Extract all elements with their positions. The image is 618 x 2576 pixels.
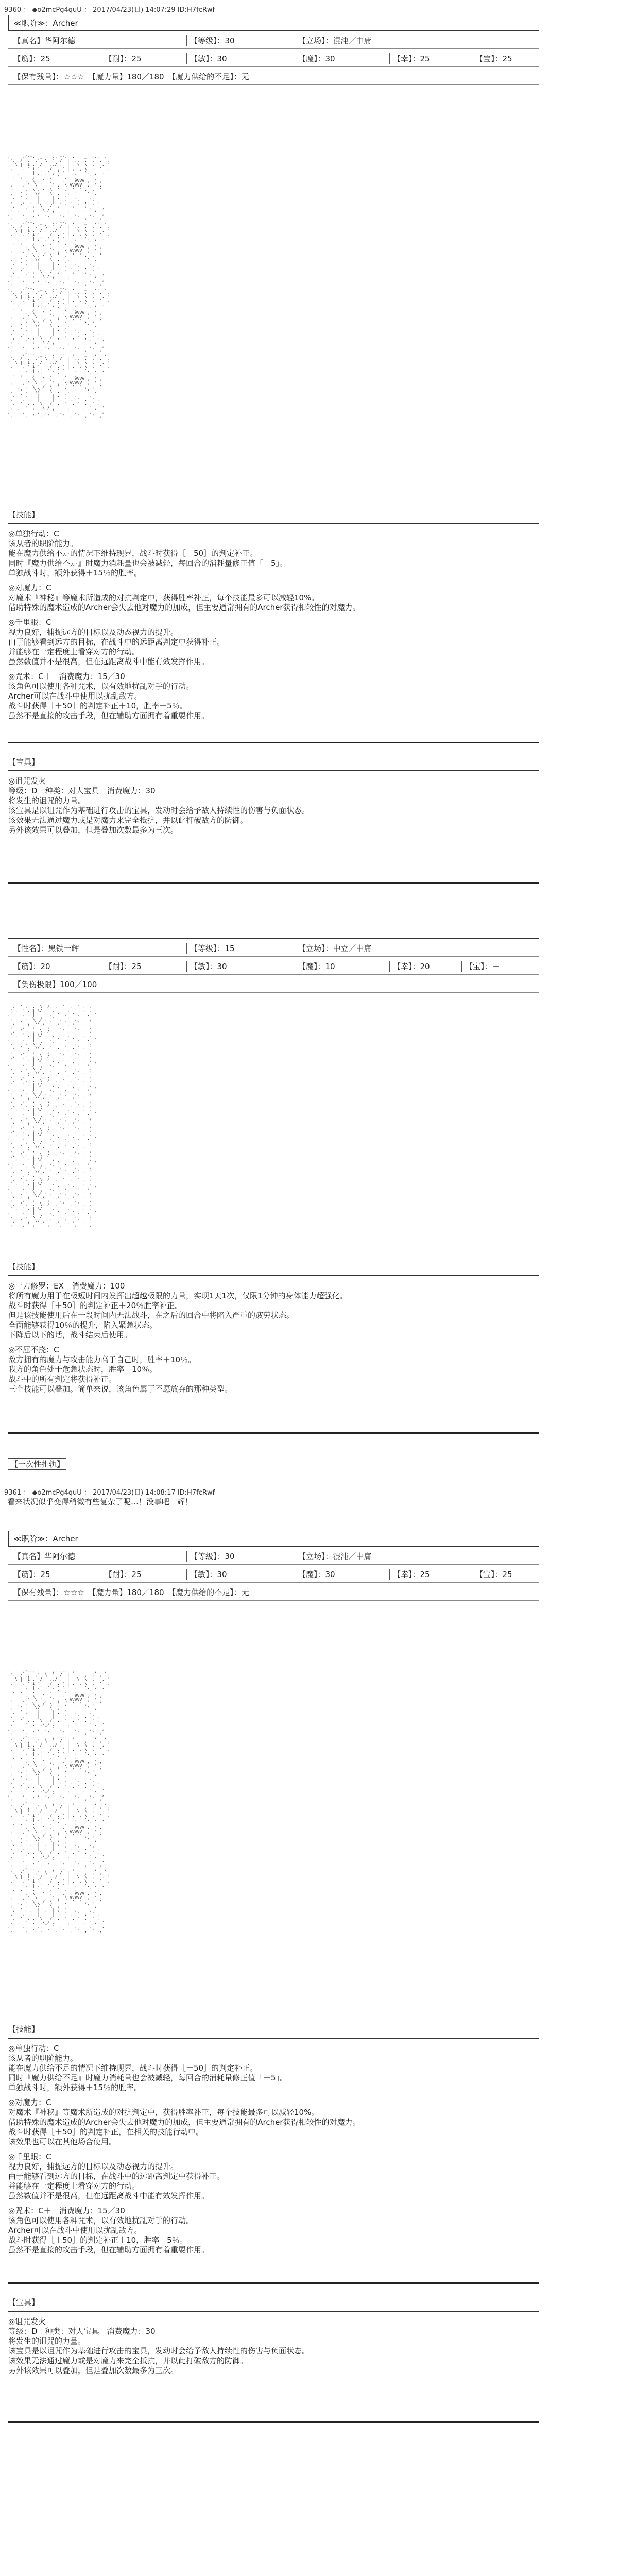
section-divider (8, 1275, 539, 1276)
np-line: 该宝具是以诅咒作为基础进行攻击的宝具，发动时会给予敌人持续性的伤害与负面状态。 (8, 2346, 310, 2355)
skill-line: 同时『魔力供给不足』时魔力消耗量也会被减轻，每回合的消耗量修正值「－5」。 (8, 2073, 288, 2082)
np-line: 另外该效果可以叠加，但是叠加次数最多为三次。 (8, 2366, 179, 2375)
skill-line: 战斗中的所有判定将获得补正。 (8, 1375, 117, 1384)
section-end-line (8, 2421, 539, 2423)
skill-item (8, 2098, 539, 2147)
np-section (8, 757, 539, 835)
true-name: 【真名】华阿尔德 (13, 1552, 76, 1561)
np-title: 【宝具】 (8, 757, 40, 767)
ascii-art-text: , ' . , \ / , ' , ' . , ' ' , ' . | \/ | , ' , ' . , , ' , '| | , ' , ' , ' , ' , ' , \ / , ' , ' , ' , , ' , \/ , ' , ' , ' , ' , ' , ' , ' , ' , ' , ' , (7, 1029, 100, 1054)
alignment: 【立场】：中立／中庸 (295, 943, 372, 954)
skill-line: 我方的角色处于危急状态时，胜率＋10％。 (8, 1365, 158, 1374)
stat-agi: 【敏】：30 (186, 961, 227, 972)
ascii-art-text: . ,r--. _ , ,. --. , _ ,. , . '. / , ,' \ ' / | .. , , , , ' \ | i . / ../ . | \ \ , ' . ' , ' . ' i ' ' / , ' | , , \ . ' , , . | ,' ,' , ' ' '| , '. , . . , |, ' ' , ' , , ' ' , , \ ' , '. , VVVV , ' , , . , ' \ ' , ' , \ VVVVV , ' . , , \ , / \ ' , ' ' , , ' , ' , \/ \ , , ' ' ' , , ' . , | , | , ' , ' , ' , ' , , | , | , ' , ' , ' , , ' . , \ / , ' , ' , ' , , , ' , ,\_/ , ' , ' , ' , ' , ' , ' , , ' , ' , ' , ' , , ' , ' , ' , ' , ' , ' , (7, 1669, 114, 1735)
class-box-edge (8, 1531, 9, 1546)
skill-item (8, 2152, 539, 2201)
ascii-art-text: , ' . , \ / , ' , ' . , ' ' , ' . | \/ | , ' , ' . , , ' , '| | , ' , ' , ' , ' , ' , \ / , ' , ' , ' , , ' , \/ , ' , ' , ' , ' , ' , ' , ' , ' , ' , ' , (7, 1128, 100, 1153)
skill-line: 战斗时获得［＋50］的判定补正＋10，胜率＋5％。 (8, 701, 187, 710)
skill-line: 该效果也可以在其他场合使用。 (8, 2137, 117, 2146)
stat-str: 【筋】：20 (13, 962, 50, 971)
status-row (8, 975, 539, 993)
level: 【等级】：30 (186, 35, 235, 46)
np-line: 将发生的诅咒的力量。 (8, 2336, 86, 2346)
true-name: 【真名】华阿尔德 (13, 36, 76, 45)
class-line: ≪职阶≫：Archer (13, 1534, 78, 1544)
ascii-art-text: , ' . , \ / , ' , ' . , ' ' , ' . | \/ | , ' , ' . , , ' , '| | , ' , ' , ' , ' , ' , \ / , ' , ' , ' , , ' , \/ , ' , ' , ' , ' , ' , ' , ' , ' , ' , ' , (7, 1177, 100, 1202)
ascii-art-text: , ' . , \ / , ' , ' . , ' ' , ' . | \/ | , ' , ' . , , ' , '| | , ' , ' , ' , ' , ' , \ / , ' , ' , ' , , ' , \/ , ' , ' , ' , ' , ' , ' , ' , ' , ' , ' , (7, 1054, 100, 1079)
stat-np: 【宝】：25 (472, 1569, 512, 1580)
skill-line: 虽然数值并不是很高，但在远距离战斗中能有效发挥作用。 (8, 2191, 210, 2200)
section-end-line (8, 742, 539, 743)
stat-mag: 【魔】：30 (295, 53, 335, 64)
status-table (8, 938, 539, 993)
stat-luck: 【幸】：20 (389, 961, 430, 972)
skill-line: 单独战斗时，额外获得＋15％的胜率。 (8, 568, 142, 578)
skills-title: 【技能】 (8, 2025, 40, 2034)
status-row (8, 67, 539, 85)
stat-end: 【耐】：25 (101, 53, 142, 64)
stat-mag: 【魔】：30 (295, 1569, 335, 1580)
skill-line: 视力良好，捕捉远方的目标以及动态视力的提升。 (8, 628, 179, 637)
skill-line: 同时『魔力供给不足』时魔力消耗量也会被减轻，每回合的消耗量修正值「－5」。 (8, 558, 288, 568)
np-line: 该宝具是以诅咒作为基础进行攻击的宝具，发动时会给予敌人持续性的伤害与负面状态。 (8, 806, 310, 815)
status-row (8, 1583, 539, 1601)
skills-section (8, 510, 539, 721)
alignment: 【立场】：混沌／中庸 (295, 35, 372, 46)
true-name: 【性名】：黑铁一辉 (13, 944, 79, 953)
section-end-line (8, 882, 539, 884)
mana-line: 【保有残量】：☆☆☆ 【魔力量】180／180 【魔力供给的不足】：无 (13, 72, 249, 81)
skill-name: ◎ 咒术：C＋ 消费魔力：15／30 (8, 2206, 539, 2216)
skill-line: 但是该技能使用后在一段时间内无法战斗，在之后的回合中将陷入严重的疲劳状态。 (8, 1311, 295, 1320)
stat-mag: 【魔】：10 (295, 961, 335, 972)
np-item (8, 2317, 539, 2376)
stat-end: 【耐】：25 (101, 961, 142, 972)
skill-line: 战斗时获得［＋50］的判定补正＋20％胜率补正。 (8, 1301, 183, 1310)
post-number: 9361 (4, 1489, 22, 1497)
skill-line: Archer可以在战斗中使用以扰乱敌方。 (8, 691, 142, 701)
skill-line: 对魔术『神秘』等魔术所造成的对抗判定中，获得胜率补正，每个技能最多可以减轻10%。 (8, 593, 319, 602)
ascii-art-text: . ,r--. _ , ,. --. , _ ,. , . '. / , ,' \ ' / | .. , , , , ' \ | i . / ../ . | \ \ , ' . ' , ' . ' i ' ' / , ' | , , \ . ' , , . | ,' ,' , ' ' '| , '. , . . , |, ' ' , ' , , ' ' , , \ ' , '. , VVVV , ' , , . , ' \ ' , ' , \ VVVVV , ' . , , \ , / \ ' , ' ' , , ' , ' , \/ \ , , ' ' ' , , ' . , | , | , ' , ' , ' , ' , , | , | , ' , ' , ' , , ' . , \ / , ' , ' , ' , , , ' , ,\_/ , ' , ' , ' , ' , ' , ' , , ' , ' , ' , ' , , ' , ' , ' , ' , ' , ' , (7, 352, 114, 418)
skill-line: 该角色可以使用各种咒术，以有效地扰乱对手的行动。 (8, 682, 194, 691)
skill-line: 视力良好，捕捉远方的目标以及动态视力的提升。 (8, 2162, 179, 2171)
np-item (8, 776, 539, 835)
skills-title: 【技能】 (8, 1262, 40, 1272)
alignment: 【立场】：混沌／中庸 (295, 1551, 372, 1562)
np-line: 另外该效果可以叠加，但是叠加次数最多为三次。 (8, 825, 179, 835)
post-date: 2017/04/23(日) 14:08:17 (93, 1489, 176, 1497)
section-divider (8, 2038, 539, 2039)
skill-line: 敌方拥有的魔力与攻击能力高于自己时，胜率＋10％。 (8, 1355, 196, 1364)
status-row (8, 49, 539, 67)
status-table (8, 1546, 539, 1601)
np-line: 该效果无法通过魔力或是对魔力来完全抵抗，并以此打破敌方的防御。 (8, 2356, 248, 2365)
np-title: 【宝具】 (8, 2298, 40, 2307)
section-end-line (8, 1432, 539, 1434)
skills-title: 【技能】 (8, 510, 40, 519)
status-table (8, 30, 539, 85)
skill-line: 由于能够看到远方的目标，在战斗中的远距离判定中获得补正。 (8, 2172, 225, 2181)
ascii-art-archer (5, 1669, 438, 1999)
status-row (8, 939, 539, 957)
skill-line: 对魔术『神秘』等魔术所造成的对抗判定中，获得胜率补正，每个技能最多可以减轻10%。 (8, 2108, 319, 2117)
skill-name: ◎ 千里眼：C (8, 2152, 539, 2162)
np-line: 等级：D 种类：对人宝具 消费魔力：30 (8, 786, 156, 795)
skill-item (8, 529, 539, 578)
skill-line: 战斗时获得［＋50］的判定补正＋10，胜率＋5％。 (8, 2235, 187, 2245)
skill-name: ◎ 单独行动：C (8, 529, 539, 539)
skill-line: 将所有魔力用于在极短时间内发挥出超越极限的力量，实现1天1次，仅限1分钟的身体能力超强化。 (8, 1291, 348, 1300)
skill-item (8, 583, 539, 613)
skills-section (8, 2025, 539, 2255)
post-number: 9360 (4, 6, 22, 14)
post-date: 2017/04/23(日) 14:07:29 (93, 6, 176, 14)
skill-item (8, 672, 539, 721)
ascii-art-text: . ,r--. _ , ,. --. , _ ,. , . '. / , ,' \ ' / | .. , , , , ' \ | i . / ../ . | \ \ , ' . ' , ' . ' i ' ' / , ' | , , \ . ' , , . | ,' ,' , ' ' '| , '. , . . , |, ' ' , ' , , ' ' , , \ ' , '. , VVVV , ' , , . , ' \ ' , ' , \ VVVVV , ' . , , \ , / \ ' , ' ' , , ' , ' , \/ \ , , ' ' ' , , ' . , | , | , ' , ' , ' , ' , , | , | , ' , ' , ' , , ' . , \ / , ' , ' , ' , , , ' , ,\_/ , ' , ' , ' , ' , ' , ' , , ' , ' , ' , ' , , ' , ' , ' , ' , ' , ' , (7, 1735, 114, 1801)
np-line: 将发生的诅咒的力量。 (8, 796, 86, 805)
ascii-art-text: , ' . , \ / , ' , ' . , ' ' , ' . | \/ | , ' , ' . , , ' , '| | , ' , ' , ' , ' , ' , \ / , ' , ' , ' , , ' , \/ , ' , ' , ' , ' , ' , ' , ' , ' , ' , ' , (7, 1202, 100, 1227)
skill-name: ◎ 咒术：C＋ 消费魔力：15／30 (8, 672, 539, 682)
np-name: ◎ 诅咒发火 (8, 2317, 539, 2327)
post-header: 9360 ： ◆o2mcPg4quU ： 2017/04/23(日) 14:07:29 ID:H7fcRwf (4, 6, 215, 14)
ascii-art-text: . ,r--. _ , ,. --. , _ ,. , . '. / , ,' \ ' / | .. , , , , ' \ | i . / ../ . | \ \ , ' . ' , ' . ' i ' ' / , ' | , , \ . ' , , . | ,' ,' , ' ' '| , '. , . . , |, ' ' , ' , , ' ' , , \ ' , '. , VVVV , ' , , . , ' \ ' , ' , \ VVVVV , ' . , , \ , / \ ' , ' ' , , ' , ' , \/ \ , , ' ' ' , , ' . , | , | , ' , ' , ' , ' , , | , | , ' , ' , ' , , ' . , \ / , ' , ' , ' , , , ' , ,\_/ , ' , ' , ' , ' , ' , ' , , ' , ' , ' , ' , , ' , ' , ' , ' , ' , ' , (7, 1801, 114, 1867)
stat-str: 【筋】：25 (13, 54, 50, 63)
ascii-art-text: . ,r--. _ , ,. --. , _ ,. , . '. / , ,' \ ' / | .. , , , , ' \ | i . / ../ . | \ \ , ' . ' , ' . ' i ' ' / , ' | , , \ . ' , , . | ,' ,' , ' ' '| , '. , . . , |, ' ' , ' , , ' ' , , \ ' , '. , VVVV , ' , , . , ' \ ' , ' , \ VVVVV , ' . , , \ , / \ ' , ' ' , , ' , ' , \/ \ , , ' ' ' , , ' . , | , | , ' , ' , ' , ' , , | , | , ' , ' , ' , , ' . , \ / , ' , ' , ' , , , ' , ,\_/ , ' , ' , ' , ' , ' , ' , , ' , ' , ' , ' , , ' , ' , ' , ' , ' , ' , (7, 286, 114, 352)
post-message: 看来状况似乎变得稍微有些复杂了呢…！没事吧一辉！ (7, 1497, 193, 1506)
ascii-art-text: . ,r--. _ , ,. --. , _ ,. , . '. / , ,' \ ' / | .. , , , , ' \ | i . / ../ . | \ \ , ' . ' , ' . ' i ' ' / , ' | , , \ . ' , , . | ,' ,' , ' ' '| , '. , . . , |, ' ' , ' , , ' ' , , \ ' , '. , VVVV , ' , , . , ' \ ' , ' , \ VVVVV , ' . , , \ , / \ ' , ' ' , , ' , ' , \/ \ , , ' ' ' , , ' . , | , | , ' , ' , ' , ' , , | , | , ' , ' , ' , , ' . , \ / , ' , ' , ' , , , ' , ,\_/ , ' , ' , ' , ' , ' , ' , , ' , ' , ' , ' , , ' , ' , ' , ' , ' , ' , (7, 155, 114, 221)
level: 【等级】：15 (186, 943, 235, 954)
np-line: 该效果无法通过魔力或是对魔力来完全抵抗，并以此打破敌方的防御。 (8, 816, 248, 825)
skill-line: 借助特殊的魔术造成的Archer会失去他对魔力的加成，但主要通常拥有的Archer获得相较性的对魔力。 (8, 2117, 360, 2127)
stat-agi: 【敏】：30 (186, 53, 227, 64)
closing-note (8, 1458, 66, 1470)
level: 【等级】：30 (186, 1551, 235, 1562)
status-row (8, 957, 539, 975)
skill-name: ◎ 不屈不挠：C (8, 1345, 539, 1355)
skill-name: ◎ 单独行动：C (8, 2044, 539, 2054)
skill-item (8, 2044, 539, 2093)
status-row (8, 31, 539, 49)
section-divider (8, 523, 539, 524)
skill-name: ◎ 对魔力：C (8, 2098, 539, 2108)
section-end-line (8, 2282, 539, 2284)
post-header: 9361 ： ◆o2mcPg4quU ： 2017/04/23(日) 14:08:17 ID:H7fcRwf (4, 1489, 215, 1497)
ascii-art-text: , ' . , \ / , ' , ' . , ' ' , ' . | \/ | , ' , ' . , , ' , '| | , ' , ' , ' , ' , ' , \ / , ' , ' , ' , , ' , \/ , ' , ' , ' , ' , ' , ' , ' , ' , ' , ' , (7, 1103, 100, 1128)
ascii-art-text: . ,r--. _ , ,. --. , _ ,. , . '. / , ,' \ ' / | .. , , , , ' \ | i . / ../ . | \ \ , ' . ' , ' . ' i ' ' / , ' | , , \ . ' , , . | ,' ,' , ' ' '| , '. , . . , |, ' ' , ' , , ' ' , , \ ' , '. , VVVV , ' , , . , ' \ ' , ' , \ VVVVV , ' . , , \ , / \ ' , ' ' , , ' , ' , \/ \ , , ' ' ' , , ' . , | , | , ' , ' , ' , ' , , | , | , ' , ' , ' , , ' . , \ / , ' , ' , ' , , , ' , ,\_/ , ' , ' , ' , ' , ' , ' , , ' , ' , ' , ' , , ' , ' , ' , ' , ' , ' , (7, 220, 114, 286)
skill-name: ◎ 对魔力：C (8, 583, 539, 593)
ascii-art-text: , ' . , \ / , ' , ' . , ' ' , ' . | \/ | , ' , ' . , , ' , '| | , ' , ' , ' , ' , ' , \ / , ' , ' , ' , , ' , \/ , ' , ' , ' , ' , ' , ' , ' , ' , ' , ' , (7, 1078, 100, 1104)
ascii-art-archer (5, 155, 438, 484)
mana-line: 【保有残量】：☆☆☆ 【魔力量】180／180 【魔力供给的不足】：无 (13, 1588, 249, 1597)
skill-line: 全面能够获得10％的提升，陷入紧急状态。 (8, 1320, 158, 1330)
skill-line: 该从者的职阶能力。 (8, 2054, 78, 2063)
skill-name: ◎ 千里眼：C (8, 618, 539, 628)
skill-line: 并能够在一定程度上看穿对方的行动。 (8, 647, 140, 656)
skill-item (8, 618, 539, 667)
skill-line: Archer可以在战斗中使用以扰乱敌方。 (8, 2226, 142, 2235)
skill-line: 该角色可以使用各种咒术，以有效地扰乱对手的行动。 (8, 2216, 194, 2225)
class-line: ≪职阶≫：Archer (13, 19, 78, 28)
poster-id: ID:H7fcRwf (177, 6, 215, 14)
skill-line: 能在魔力供给不足的情况下维持现界，战斗时获得［＋50］的判定补正。 (8, 2063, 258, 2073)
skill-line: 单独战斗时，额外获得＋15％的胜率。 (8, 2083, 142, 2092)
stat-luck: 【幸】：25 (389, 1569, 430, 1580)
skill-line: 三个技能可以叠加。简单来说，该角色属于不愿放弃的那种类型。 (8, 1384, 233, 1394)
status-row (8, 1547, 539, 1565)
skill-item (8, 1281, 539, 1340)
stat-np: 【宝】：－ (461, 961, 500, 972)
ascii-art-text: , ' . , \ / , ' , ' . , ' ' , ' . | \/ | , ' , ' . , , ' , '| | , ' , ' , ' , ' , ' , \ / , ' , ' , ' , , ' , \/ , ' , ' , ' , ' , ' , ' , ' , ' , ' , ' , (7, 1153, 100, 1178)
stat-luck: 【幸】：25 (389, 53, 430, 64)
stat-np: 【宝】：25 (472, 53, 512, 64)
skill-item (8, 1345, 539, 1394)
skill-line: 虽然不是直接的攻击手段，但在辅助方面拥有着重要作用。 (8, 711, 210, 720)
np-section (8, 2298, 539, 2376)
skill-name: ◎ 一刀修罗：EX 消费魔力：100 (8, 1281, 539, 1291)
section-divider (8, 2311, 539, 2312)
skills-section (8, 1262, 539, 1394)
closing-label: 【一次性扎轨】 (8, 1458, 66, 1470)
ascii-art-battle (5, 1005, 582, 1231)
hp-line: 【负伤极限】100／100 (13, 980, 97, 989)
skill-line: 并能够在一定程度上看穿对方的行动。 (8, 2181, 140, 2191)
stat-end: 【耐】：25 (101, 1569, 142, 1580)
skill-line: 下降后以下的话，战斗结束后使用。 (8, 1330, 132, 1340)
np-name: ◎ 诅咒发火 (8, 776, 539, 786)
skill-line: 该从者的职阶能力。 (8, 539, 78, 548)
skill-line: 由于能够看到远方的目标，在战斗中的远距离判定中获得补正。 (8, 637, 225, 647)
np-line: 等级：D 种类：对人宝具 消费魔力：30 (8, 2327, 156, 2336)
ascii-art-text: . ,r--. _ , ,. --. , _ ,. , . '. / , ,' \ ' / | .. , , , , ' \ | i . / ../ . | \ \ , ' . ' , ' . ' i ' ' / , ' | , , \ . ' , , . | ,' ,' , ' ' '| , '. , . . , |, ' ' , ' , , ' ' , , \ ' , '. , VVVV , ' , , . , ' \ ' , ' , \ VVVVV , ' . , , \ , / \ ' , ' ' , , ' , ' , \/ \ , , ' ' ' , , ' . , | , | , ' , ' , ' , ' , , | , | , ' , ' , ' , , ' . , \ / , ' , ' , ' , , , ' , ,\_/ , ' , ' , ' , ' , ' , ' , , ' , ' , ' , ' , , ' , ' , ' , ' , ' , ' , (7, 1867, 114, 1933)
skill-line: 虽然数值并不是很高，但在远距离战斗中能有效发挥作用。 (8, 657, 210, 666)
status-row (8, 1565, 539, 1583)
skill-line: 战斗时获得［＋50］的判定补正，在相关的技能行动中。 (8, 2127, 204, 2137)
poster-name: ◆o2mcPg4quU (32, 1489, 82, 1497)
skill-item (8, 2206, 539, 2255)
poster-name: ◆o2mcPg4quU (32, 6, 82, 14)
skill-line: 能在魔力供给不足的情况下维持现界，战斗时获得［＋50］的判定补正。 (8, 549, 258, 558)
skill-line: 借助特殊的魔术造成的Archer会失去他对魔力的加成，但主要通常拥有的Archer获得相较性的对魔力。 (8, 603, 360, 612)
class-box-edge (8, 15, 9, 30)
poster-id: ID:H7fcRwf (177, 1489, 215, 1497)
section-divider (8, 770, 539, 771)
stat-agi: 【敏】：30 (186, 1569, 227, 1580)
stat-str: 【筋】：25 (13, 1570, 50, 1579)
ascii-art-text: , ' . , \ / , ' , ' . , ' ' , ' . | \/ | , ' , ' . , , ' , '| | , ' , ' , ' , ' , ' , \ / , ' , ' , ' , , ' , \/ , ' , ' , ' , ' , ' , ' , ' , ' , ' , ' , (7, 1005, 100, 1029)
skill-line: 虽然不是直接的攻击手段，但在辅助方面拥有着重要作用。 (8, 2245, 210, 2255)
